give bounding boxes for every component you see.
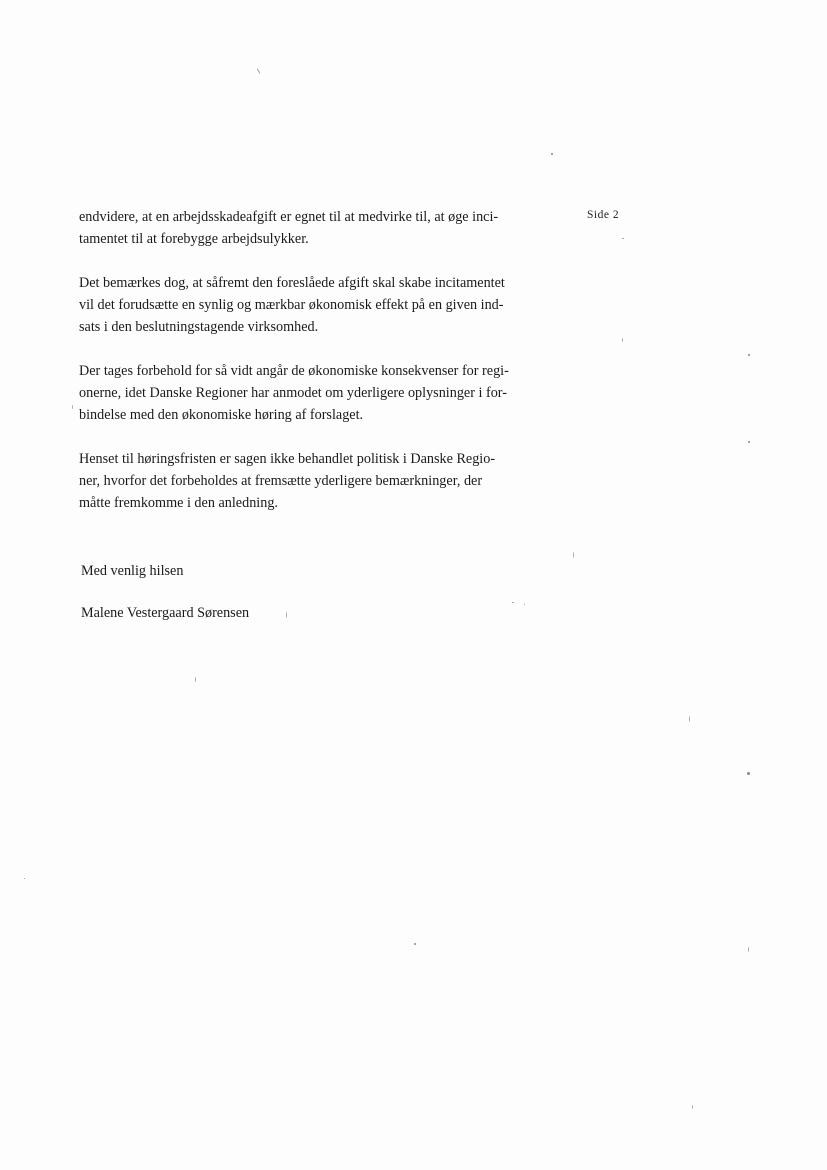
scan-speck — [748, 441, 750, 443]
closing-greeting: Med venlig hilsen — [81, 563, 184, 579]
scan-speck — [689, 716, 690, 722]
scan-speck — [414, 943, 416, 945]
text-line: Der tages forbehold for så vidt angår de økonomiske konsekvenser for regi- — [79, 363, 509, 379]
scan-speck — [72, 405, 73, 409]
text-line: måtte fremkomme i den anledning. — [79, 495, 278, 511]
letter-body — [79, 206, 550, 536]
text-line: Det bemærkes dog, at såfremt den foreslåede afgift skal skabe incitamentet — [79, 275, 505, 291]
scan-speck — [748, 354, 750, 356]
scan-speck — [692, 1105, 693, 1109]
text-line: sats i den beslutningstagende virksomhed. — [79, 319, 319, 335]
scan-speck — [622, 338, 623, 342]
text-line: endvidere, at en arbejdsskadeafgift er egnet til at medvirke til, at øge inci- — [79, 209, 499, 225]
scan-speck — [551, 153, 553, 155]
page-number-label: Side 2 — [587, 209, 620, 221]
text-line: onerne, idet Danske Regioner har anmodet om yderligere oplysninger i for- — [79, 385, 507, 401]
signer-name: Malene Vestergaard Sørensen — [81, 605, 250, 621]
text-line: Henset til høringsfristen er sagen ikke behandlet politisk i Danske Regio- — [79, 451, 496, 467]
scan-speck — [512, 602, 514, 603]
text-line: ner, hvorfor det forbeholdes at fremsætte yderligere bemærkninger, der — [79, 473, 483, 489]
text-line: vil det forudsætte en synlig og mærkbar økonomisk effekt på en given ind- — [79, 297, 504, 313]
paragraph — [79, 360, 550, 426]
scan-speck — [286, 612, 287, 618]
scan-speck — [24, 878, 25, 879]
text-line: tamentet til at forebygge arbejdsulykker. — [79, 231, 309, 247]
scan-speck — [747, 772, 750, 775]
scan-speck — [195, 677, 196, 682]
scan-speck — [573, 552, 574, 558]
scan-speck — [524, 604, 525, 605]
text-line: bindelse med den økonomiske høring af forslaget. — [79, 407, 364, 423]
scan-speck — [257, 68, 261, 74]
scan-speck — [748, 947, 749, 952]
paragraph — [79, 448, 550, 514]
paragraph — [79, 272, 550, 338]
scan-speck — [622, 238, 624, 239]
paragraph — [79, 206, 550, 250]
